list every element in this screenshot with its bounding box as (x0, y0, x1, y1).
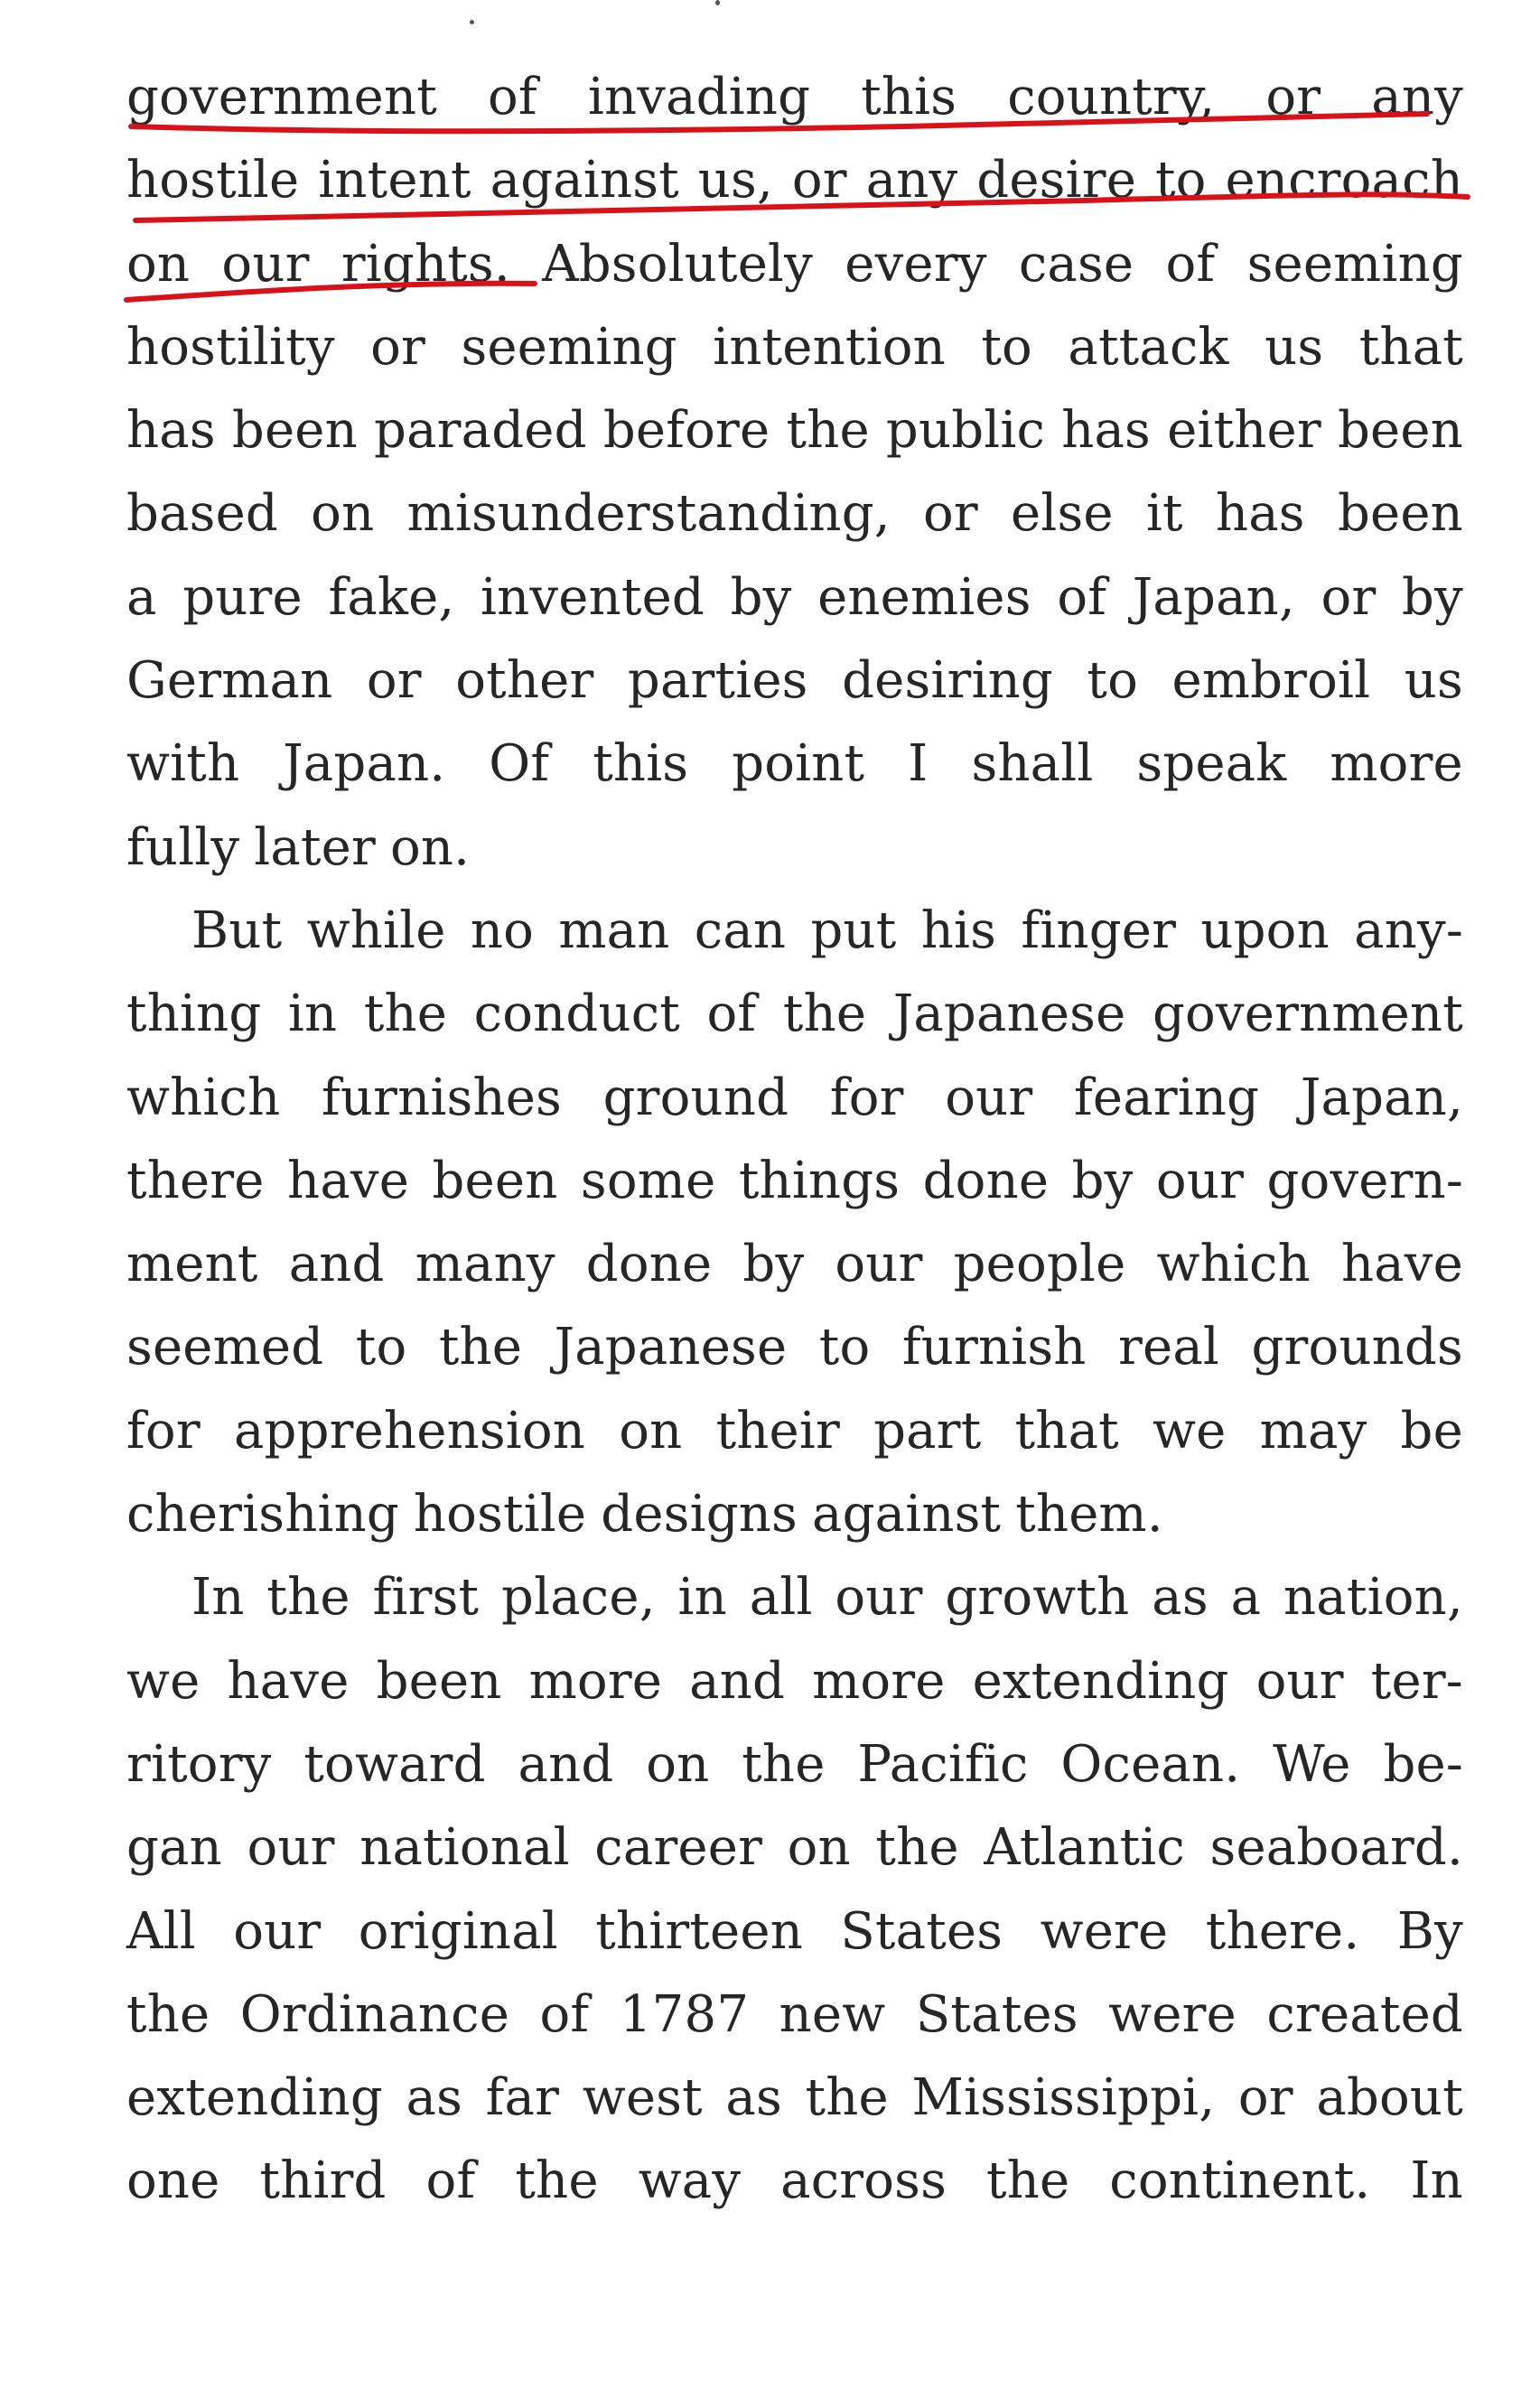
word: other (455, 651, 594, 711)
word: public (885, 401, 1046, 461)
word: by (730, 567, 792, 627)
word: for (126, 1401, 201, 1460)
word: we (1153, 1401, 1227, 1460)
word: to (1154, 151, 1207, 210)
word: part (873, 1401, 982, 1460)
word: as (406, 2068, 463, 2128)
word: hostile (413, 1485, 587, 1544)
word: to (818, 1318, 871, 1377)
word: designs (601, 1485, 798, 1544)
word: national (359, 1818, 570, 1878)
word: thing (126, 985, 262, 1044)
word: by (1071, 1151, 1134, 1210)
word: put (810, 901, 897, 960)
word: the (742, 1734, 826, 1794)
word: States (840, 1901, 1003, 1961)
text-line (126, 973, 1463, 1056)
word: German (126, 651, 333, 711)
word: In (191, 1568, 245, 1628)
word: Mississippi, (911, 2068, 1216, 2128)
word: one (126, 2151, 220, 2211)
word: against (811, 1485, 1002, 1544)
word: a (126, 567, 157, 627)
word: conduct (473, 985, 680, 1044)
word: Japanese (554, 1318, 788, 1377)
word: But (191, 901, 283, 960)
word: and (518, 1734, 614, 1794)
word: them. (1015, 1485, 1163, 1544)
word: have (227, 1651, 350, 1711)
word: govern- (1266, 1151, 1463, 1210)
word: new (779, 1984, 886, 2044)
text-line (126, 1140, 1463, 1223)
word: the (363, 985, 448, 1044)
text-line (126, 2140, 1463, 2223)
word: people (953, 1235, 1126, 1294)
word: third (259, 2151, 387, 2211)
word: were (1108, 1984, 1237, 2044)
word: any (865, 151, 958, 210)
word: Of (489, 734, 550, 794)
word: finger (1021, 901, 1177, 960)
word: to (981, 317, 1032, 377)
word: be- (1383, 1734, 1463, 1794)
text-line (126, 56, 1463, 139)
word: in (287, 985, 338, 1044)
word: on (619, 1401, 683, 1460)
word: real (1118, 1318, 1220, 1377)
word: government (1152, 985, 1463, 1044)
word: our (233, 1901, 322, 1961)
word: ritory (126, 1734, 272, 1794)
word: grounds (1251, 1318, 1463, 1377)
word: enemies (817, 567, 1031, 627)
word: been (432, 1151, 558, 1210)
word: some (580, 1151, 716, 1210)
word: and (288, 1235, 385, 1294)
word: or (1237, 2068, 1293, 2128)
word: case (1018, 234, 1134, 294)
text-line (126, 556, 1463, 639)
word: intention (713, 317, 946, 377)
word: seemed (126, 1318, 324, 1377)
word: by (1402, 567, 1463, 627)
word: way (638, 2151, 742, 2211)
word: growth (945, 1568, 1130, 1628)
word: our (221, 234, 310, 294)
word: desiring (842, 651, 1053, 711)
word: across (780, 2151, 947, 2211)
word: Atlantic (984, 1818, 1185, 1878)
paragraph-3 (126, 1556, 1463, 2223)
word: the (986, 2151, 1070, 2211)
word: thirteen (595, 1901, 803, 1961)
word: career (594, 1818, 763, 1878)
word: been (376, 1651, 502, 1711)
word: original (358, 1901, 558, 1961)
word: hostility (126, 317, 335, 377)
word: embroil (1171, 651, 1371, 711)
word: seeming (461, 317, 677, 377)
word: Japan. (283, 734, 446, 794)
scan-speck (470, 20, 474, 24)
word: be (1400, 1401, 1463, 1460)
text-line (126, 2057, 1463, 2140)
word: more (528, 1651, 663, 1711)
text-line (126, 139, 1463, 222)
word: fearing (1073, 1068, 1260, 1127)
word: encroach (1225, 151, 1463, 210)
word: ment (126, 1235, 258, 1294)
word: point (732, 734, 865, 794)
word: cherishing (126, 1485, 399, 1544)
word: Ordinance (239, 1984, 510, 2044)
word: more (1330, 734, 1463, 794)
word: while (306, 901, 446, 960)
word: 1787 (619, 1984, 750, 2044)
text-line (126, 223, 1463, 306)
word: or (366, 651, 422, 711)
word: things (738, 1151, 901, 1210)
word: on (126, 234, 191, 294)
word: been (1337, 401, 1463, 461)
text-line (126, 723, 1463, 806)
word: speak (1136, 734, 1287, 794)
word: about (1316, 2068, 1463, 2128)
word: or (1265, 68, 1321, 126)
word: place, (501, 1568, 656, 1628)
word: of (706, 985, 757, 1044)
word: were (1040, 1901, 1169, 1961)
word: on (646, 1734, 710, 1794)
text-line (126, 1640, 1463, 1723)
word: intent (318, 151, 471, 210)
word: or (791, 151, 847, 210)
text-line (126, 1390, 1463, 1473)
word: of (425, 2151, 476, 2211)
word: to (1087, 651, 1139, 711)
word: his (920, 901, 997, 960)
word: the (438, 1318, 523, 1377)
word: or (922, 484, 978, 544)
word: on (311, 484, 375, 544)
word: the (126, 1984, 210, 2044)
paragraph-1 (126, 56, 1463, 890)
word: the (786, 401, 870, 461)
word: paraded (374, 401, 587, 461)
word: furnishes (321, 1068, 562, 1127)
word: no (470, 901, 535, 960)
text-line (126, 1057, 1463, 1140)
text-line (126, 389, 1463, 472)
word: our (945, 1068, 1033, 1127)
word: there (126, 1151, 265, 1210)
word: with (126, 734, 240, 794)
word: desire (976, 151, 1137, 210)
word: based (126, 484, 278, 544)
word: hostile (126, 151, 300, 210)
word: and (689, 1651, 786, 1711)
word: on. (389, 817, 471, 877)
word: that (1014, 1401, 1119, 1460)
word: west (582, 2068, 703, 2128)
word: All (126, 1901, 196, 1961)
text-line (126, 807, 1463, 890)
word: extending (972, 1651, 1229, 1711)
word: any- (1354, 901, 1463, 960)
word: Absolutely (542, 234, 814, 294)
word: our (835, 1235, 923, 1294)
word: I (908, 734, 929, 794)
word: have (1340, 1235, 1463, 1294)
word: first (372, 1568, 480, 1628)
word: there. (1205, 1901, 1360, 1961)
word: been (1337, 484, 1463, 544)
word: our (247, 1818, 335, 1878)
word: this (593, 734, 689, 794)
word: apprehension (233, 1401, 586, 1460)
word: either (1167, 401, 1321, 461)
word: of (1057, 567, 1107, 627)
word: on (787, 1818, 851, 1878)
word: seeming (1246, 234, 1463, 294)
word: a (1230, 1568, 1262, 1628)
word: more (812, 1651, 946, 1711)
word: gan (126, 1818, 222, 1878)
word: Japan, (1300, 1068, 1463, 1127)
word: of (488, 68, 537, 126)
paragraph-2 (126, 890, 1463, 1556)
word: of (539, 1984, 590, 2044)
word: Japan, (1132, 567, 1295, 627)
scan-speck (715, 0, 720, 5)
word: the (875, 1818, 959, 1878)
word: In (1410, 2151, 1463, 2211)
word: us (1265, 317, 1324, 377)
word: Ocean. (1060, 1734, 1241, 1794)
text-line (126, 1890, 1463, 1974)
word: of (1165, 234, 1216, 294)
word: it (1145, 484, 1183, 544)
text-line (126, 472, 1463, 555)
word: pure (182, 567, 303, 627)
word: has (1061, 401, 1151, 461)
word: extending (126, 2068, 383, 2128)
word: have (287, 1151, 410, 1210)
word: the (805, 2068, 889, 2128)
word: continent. (1109, 2151, 1371, 2211)
word: this (861, 68, 957, 126)
word: far (485, 2068, 560, 2128)
word: fully (126, 817, 240, 877)
word: can (694, 901, 787, 960)
word: our (835, 1568, 923, 1628)
word: invented (481, 567, 705, 627)
word: States (915, 1984, 1078, 2044)
word: or (1321, 567, 1377, 627)
word: many (415, 1235, 555, 1294)
word: in (677, 1568, 727, 1628)
word: nation, (1283, 1568, 1463, 1628)
word: shall (971, 734, 1094, 794)
text-line (126, 1473, 1463, 1556)
text-line (126, 1306, 1463, 1389)
word: ground (602, 1068, 789, 1127)
word: to (355, 1318, 407, 1377)
word: by (742, 1235, 805, 1294)
word: fake, (328, 567, 455, 627)
word: attack (1068, 317, 1229, 377)
word: all (749, 1568, 813, 1628)
word: which (126, 1068, 281, 1127)
word: which (1156, 1235, 1311, 1294)
text-line (126, 890, 1463, 973)
word: any (1371, 68, 1463, 126)
word: parties (627, 651, 808, 711)
text-line (126, 1223, 1463, 1306)
word: our (1155, 1151, 1245, 1210)
word: upon (1200, 901, 1330, 960)
text-line (126, 1806, 1463, 1890)
word: toward (303, 1734, 486, 1794)
word: us, (697, 151, 773, 210)
text-line (126, 1556, 1463, 1639)
word: the (266, 1568, 350, 1628)
word: country, (1007, 68, 1216, 126)
word: our (1255, 1651, 1344, 1711)
word: Japanese (892, 985, 1126, 1044)
word: as (725, 2068, 782, 2128)
word: furnish (901, 1318, 1087, 1377)
word: the (515, 2151, 599, 2211)
word: for (829, 1068, 904, 1127)
word: been (231, 401, 358, 461)
word: seaboard. (1209, 1818, 1463, 1878)
word: done (585, 1235, 713, 1294)
word: before (602, 401, 770, 461)
text-line (126, 1974, 1463, 2057)
text-line (126, 1723, 1463, 1806)
word: their (715, 1401, 840, 1460)
word: else (1011, 484, 1114, 544)
word: We (1273, 1734, 1351, 1794)
word: later (254, 817, 376, 877)
word: By (1396, 1901, 1463, 1961)
word: done (922, 1151, 1050, 1210)
word: may (1259, 1401, 1367, 1460)
word: invading (587, 68, 811, 126)
word: has (1215, 484, 1305, 544)
word: government (126, 68, 437, 126)
word: we (126, 1651, 201, 1711)
word: created (1266, 1984, 1463, 2044)
word: or (370, 317, 426, 377)
word: against (490, 151, 679, 210)
text-line (126, 639, 1463, 723)
word: us (1404, 651, 1463, 711)
word: the (782, 985, 867, 1044)
word: that (1358, 317, 1463, 377)
word: Pacific (857, 1734, 1029, 1794)
word: every (845, 234, 987, 294)
body-text (126, 56, 1463, 2224)
word: rights. (341, 234, 510, 294)
word: ter- (1370, 1651, 1463, 1711)
word: misunderstanding, (406, 484, 891, 544)
text-line (126, 306, 1463, 389)
word: as (1152, 1568, 1209, 1628)
word: man (558, 901, 670, 960)
word: has (126, 401, 216, 461)
